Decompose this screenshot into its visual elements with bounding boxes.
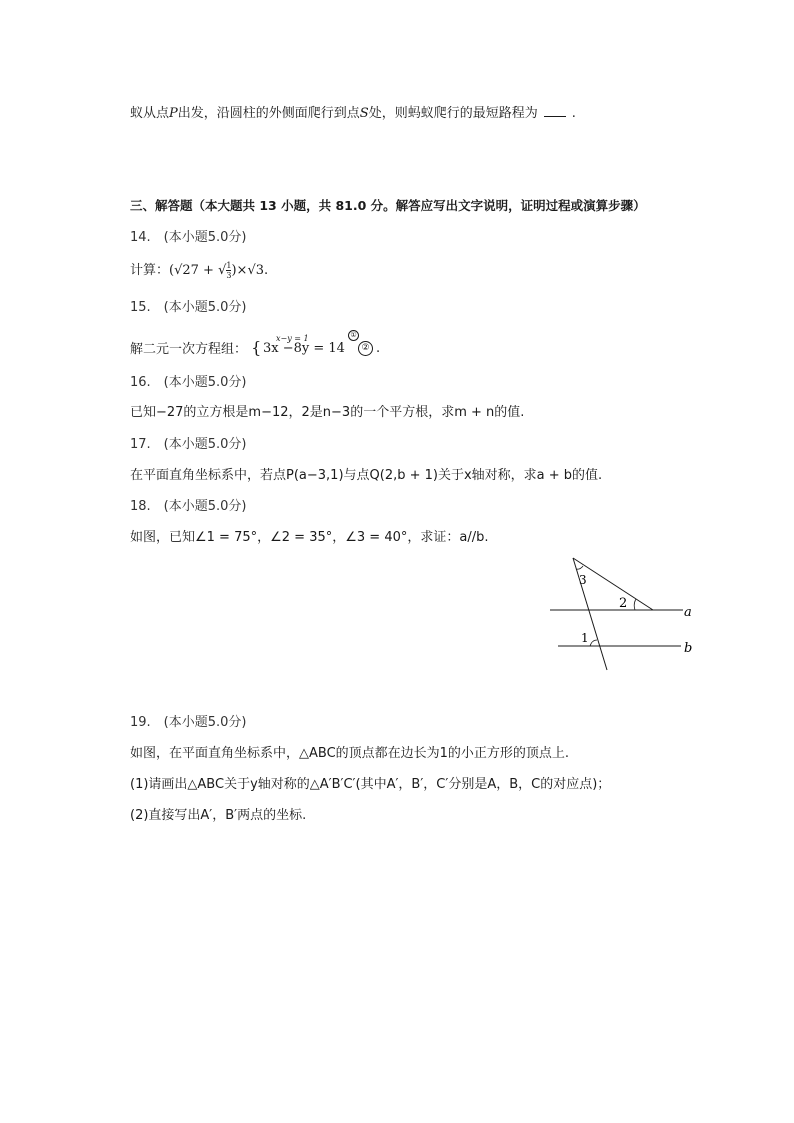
angle-arc-1 bbox=[590, 640, 597, 646]
q18-figure bbox=[545, 552, 705, 674]
q13-point-s: S bbox=[359, 106, 369, 121]
q17-label: 17. (本小题5.0分) bbox=[130, 437, 247, 452]
q18-text: 如图，已知∠1 = 75°，∠2 = 35°，∠3 = 40°，求证：a//b. bbox=[130, 530, 489, 545]
section3-header: 三、解答题（本大题共 13 小题，共 81.0 分。解答应写出文字说明，证明过程或演算步骤） bbox=[130, 198, 646, 213]
q13-text-2: 出发，沿圆柱的外侧面爬行到点 bbox=[177, 106, 360, 121]
angle-label-3: 3 bbox=[579, 573, 587, 587]
q14-expression bbox=[130, 258, 268, 284]
q13-tail-line bbox=[130, 104, 576, 123]
q14-label: 14. (本小题5.0分) bbox=[130, 230, 247, 245]
q15-system bbox=[130, 330, 381, 362]
q14-frac-num: 1 bbox=[226, 261, 232, 270]
q19-line1: 如图，在平面直角坐标系中，△ABC的顶点都在边长为1的小正方形的顶点上. bbox=[130, 746, 570, 761]
q14-sqrt-sign: √ bbox=[218, 263, 227, 278]
q15-period: . bbox=[376, 341, 381, 356]
q13-answer-blank[interactable] bbox=[544, 104, 566, 117]
angle-label-2: 2 bbox=[619, 596, 628, 611]
q13-text-1: 蚁从点 bbox=[130, 106, 170, 121]
q15-mark2: ② bbox=[358, 341, 373, 356]
q14-suffix: )×√3. bbox=[231, 263, 269, 278]
q14-plus: + bbox=[203, 263, 214, 278]
q16-label: 16. (本小题5.0分) bbox=[130, 375, 247, 390]
q19-line3: (2)直接写出A′，B′两点的坐标. bbox=[130, 808, 307, 823]
label-b: b bbox=[684, 641, 693, 656]
q13-point-p: P bbox=[169, 106, 178, 121]
angle-label-1: 1 bbox=[581, 631, 589, 645]
q14-frac-den: 3 bbox=[226, 271, 232, 280]
label-a: a bbox=[684, 605, 692, 620]
q13-period: . bbox=[571, 106, 576, 121]
q15-eq1: x−y = 1 bbox=[276, 334, 309, 343]
angle-arc-2 bbox=[634, 599, 636, 610]
q13-text-3: 处，则蚂蚁爬行的最短路程为 bbox=[368, 106, 538, 121]
q14-sqrt27: √27 bbox=[174, 263, 199, 278]
q15-brace: { bbox=[251, 338, 262, 357]
q16-text: 已知−27的立方根是m−12，2是n−3的一个平方根，求m + n的值. bbox=[130, 405, 525, 420]
q18-label: 18. (本小题5.0分) bbox=[130, 499, 247, 514]
angle-arc-3 bbox=[576, 566, 583, 569]
q17-text: 在平面直角坐标系中，若点P(a−3,1)与点Q(2,b + 1)关于x轴对称，求a + b的值. bbox=[130, 468, 603, 483]
q15-mark1: ① bbox=[348, 330, 359, 341]
q15-eq2: 3x −8y = 14 bbox=[263, 341, 345, 356]
q15-prefix: 解二元一次方程组： bbox=[130, 342, 248, 357]
q14-prefix: 计算：( bbox=[130, 263, 175, 278]
q15-label: 15. (本小题5.0分) bbox=[130, 300, 247, 315]
q19-label: 19. (本小题5.0分) bbox=[130, 715, 247, 730]
q19-line2: (1)请画出△ABC关于y轴对称的△A′B′C′(其中A′，B′，C′分别是A，B，C的对应点)； bbox=[130, 777, 611, 792]
